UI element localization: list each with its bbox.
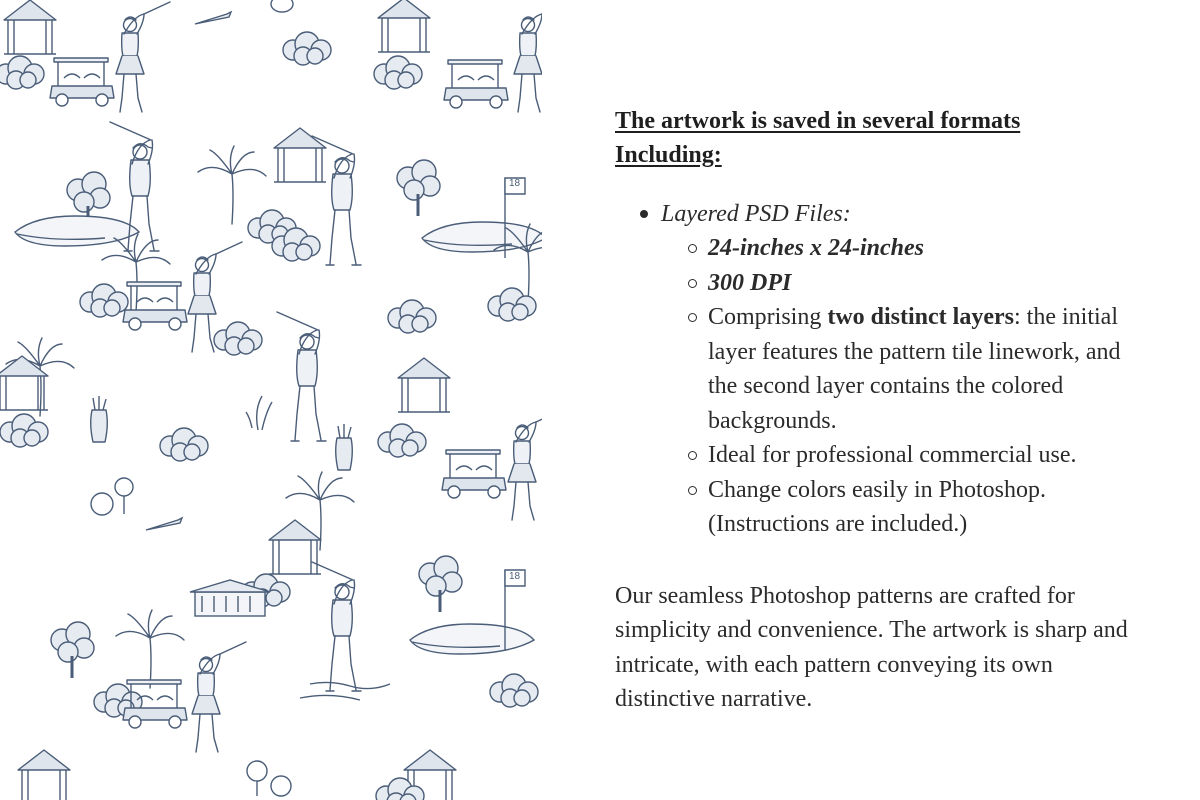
pattern-artwork [0,0,542,800]
formats-heading [615,104,1155,172]
sub-item-dpi: 300 DPI [661,266,1155,301]
sub-item-size: 24-inches x 24-inches [661,231,1155,266]
heading-line-2: Including: [615,142,722,168]
layers-suffix: : the initial layer features the pattern tile linework, and the second layer contains the colored backgrounds. [708,304,1121,434]
layered-psd-label: Layered PSD Files: [661,201,851,227]
description-paragraph: Our seamless Photoshop patterns are crafted for simplicity and convenience. The artwork is sharp and intricate, with each pattern conveying its own distinctive narrative. [615,582,1128,712]
heading-line-1: The artwork is saved in several formats [615,108,1021,134]
pattern-ink-layer [0,0,542,800]
golf-toile-pattern-illustration [0,0,542,800]
sub-item-colors [661,473,1155,542]
product-description-panel [615,104,1155,717]
flag-number-bottom: 18 [509,571,521,582]
layers-prefix: Comprising [708,304,828,330]
list-item-layered-psd [615,197,1155,542]
instructions-note: (Instructions are included.) [708,511,968,537]
formats-list [615,197,1155,542]
psd-details-list [661,231,1155,542]
colors-line: Change colors easily in Photoshop. [708,476,1046,503]
sub-item-layers [661,300,1155,438]
flag-number-top: 18 [509,178,521,189]
sub-item-commercial: Ideal for professional commercial use. [661,438,1155,473]
layers-bold-text: two distinct layers [827,304,1014,330]
